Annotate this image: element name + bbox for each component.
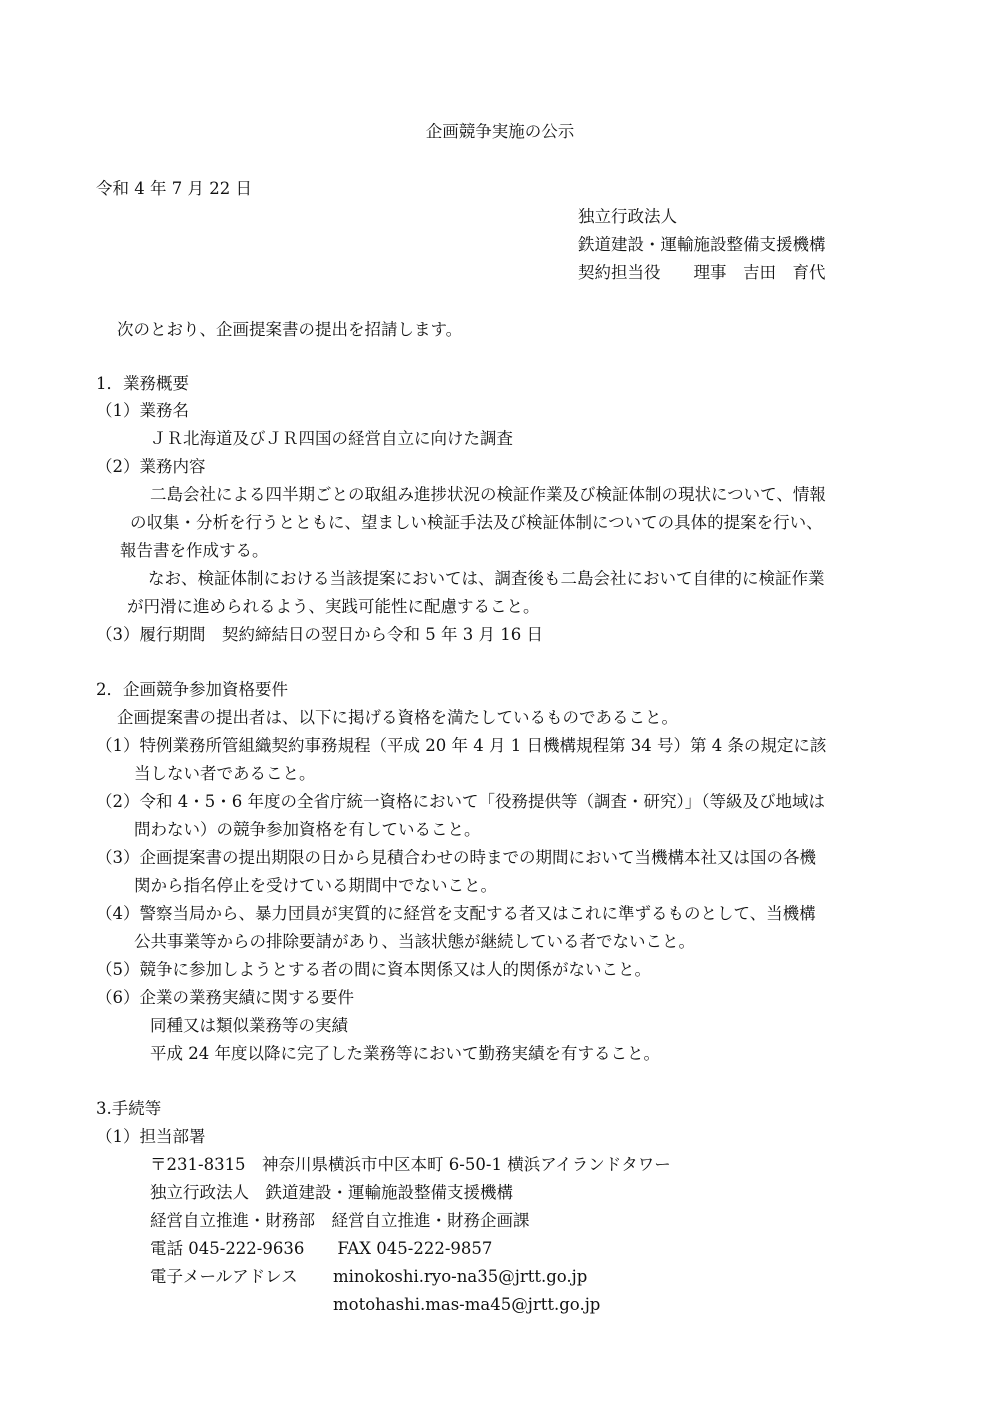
s2-item-4: 公共事業等からの排除要請があり、当該状態が継続している者でないこと。 xyxy=(134,932,695,951)
contact-address: 〒231-8315 神奈川県横浜市中区本町 6-50-1 横浜アイランドタワー xyxy=(150,1155,671,1174)
s2-item-4: （4）警察当局から、暴力団員が実質的に経営を支配する者又はこれに準ずるものとして、当機構 xyxy=(96,904,816,923)
s1-item-2-text: が円滑に進められるよう、実践可能性に配慮すること。 xyxy=(127,597,540,616)
issuer-line-2: 鉄道建設・運輸施設整備支援機構 xyxy=(578,235,826,254)
s2-item-5: （5）競争に参加しようとする者の間に資本関係又は人的関係がないこと。 xyxy=(96,960,651,979)
section-1-heading: 1．業務概要 xyxy=(96,374,189,393)
s2-intro: 企画提案書の提出者は、以下に掲げる資格を満たしているものであること。 xyxy=(117,708,678,727)
section-3-heading: 3.手続等 xyxy=(96,1099,162,1118)
contact-department: 経営自立推進・財務部 経営自立推進・財務企画課 xyxy=(150,1211,530,1230)
s1-item-2-text: の収集・分析を行うとともに、望ましい検証手法及び検証体制についての具体的提案を行い、 xyxy=(130,513,823,532)
s1-item-2-label: （2）業務内容 xyxy=(96,457,206,476)
issuer-line-1: 独立行政法人 xyxy=(578,207,677,226)
page-title: 企画競争実施の公示 xyxy=(425,122,575,141)
s2-item-2: （2）令和 4・5・6 年度の全省庁統一資格において「役務提供等（調査・研究）」（等級及び地域は xyxy=(96,792,825,811)
s2-item-6-sub: 同種又は類似業務等の実績 xyxy=(150,1016,348,1035)
s1-item-3: （3）履行期間 契約締結日の翌日から令和 5 年 3 月 16 日 xyxy=(96,625,543,644)
contact-phone-fax: 電話 045-222-9636 FAX 045-222-9857 xyxy=(150,1239,493,1258)
contact-organization: 独立行政法人 鉄道建設・運輸施設整備支援機構 xyxy=(150,1183,513,1202)
s1-item-1-label: （1）業務名 xyxy=(96,401,189,420)
s2-item-6: （6）企業の業務実績に関する要件 xyxy=(96,988,354,1007)
s2-item-3: （3）企画提案書の提出期限の日から見積合わせの時までの期間において当機構本社又は国の各機 xyxy=(96,848,816,867)
s3-item-1-label: （1）担当部署 xyxy=(96,1127,206,1146)
notice-date: 令和 4 年 7 月 22 日 xyxy=(96,179,252,198)
s2-item-1: （1）特例業務所管組織契約事務規程（平成 20 年 4 月 1 日機構規程第 34 号）第 4 条の規定に該 xyxy=(96,736,827,755)
issuer-line-3: 契約担当役 理事 吉田 育代 xyxy=(578,263,826,282)
section-2-heading: 2．企画競争参加資格要件 xyxy=(96,680,288,699)
s1-item-2-text: 報告書を作成する。 xyxy=(120,541,269,560)
s2-item-6-sub: 平成 24 年度以降に完了した業務等において勤務実績を有すること。 xyxy=(150,1044,660,1063)
s1-item-1-value: ＪＲ北海道及びＪＲ四国の経営自立に向けた調査 xyxy=(150,429,513,448)
contact-email-2: motohashi.mas-ma45@jrtt.go.jp xyxy=(333,1295,601,1314)
s2-item-1: 当しない者であること。 xyxy=(134,764,316,783)
intro-text: 次のとおり、企画提案書の提出を招請します。 xyxy=(117,320,463,339)
s2-item-2: 問わない）の競争参加資格を有していること。 xyxy=(134,820,481,839)
contact-email-1: minokoshi.ryo-na35@jrtt.go.jp xyxy=(333,1267,588,1286)
contact-email-label: 電子メールアドレス xyxy=(150,1267,298,1286)
s1-item-2-text: なお、検証体制における当該提案においては、調査後も二島会社において自律的に検証作業 xyxy=(148,569,825,588)
s2-item-3: 関から指名停止を受けている期間中でないこと。 xyxy=(134,876,497,895)
s1-item-2-text: 二島会社による四半期ごとの取組み進捗状況の検証作業及び検証体制の現状について、情報 xyxy=(150,485,826,504)
